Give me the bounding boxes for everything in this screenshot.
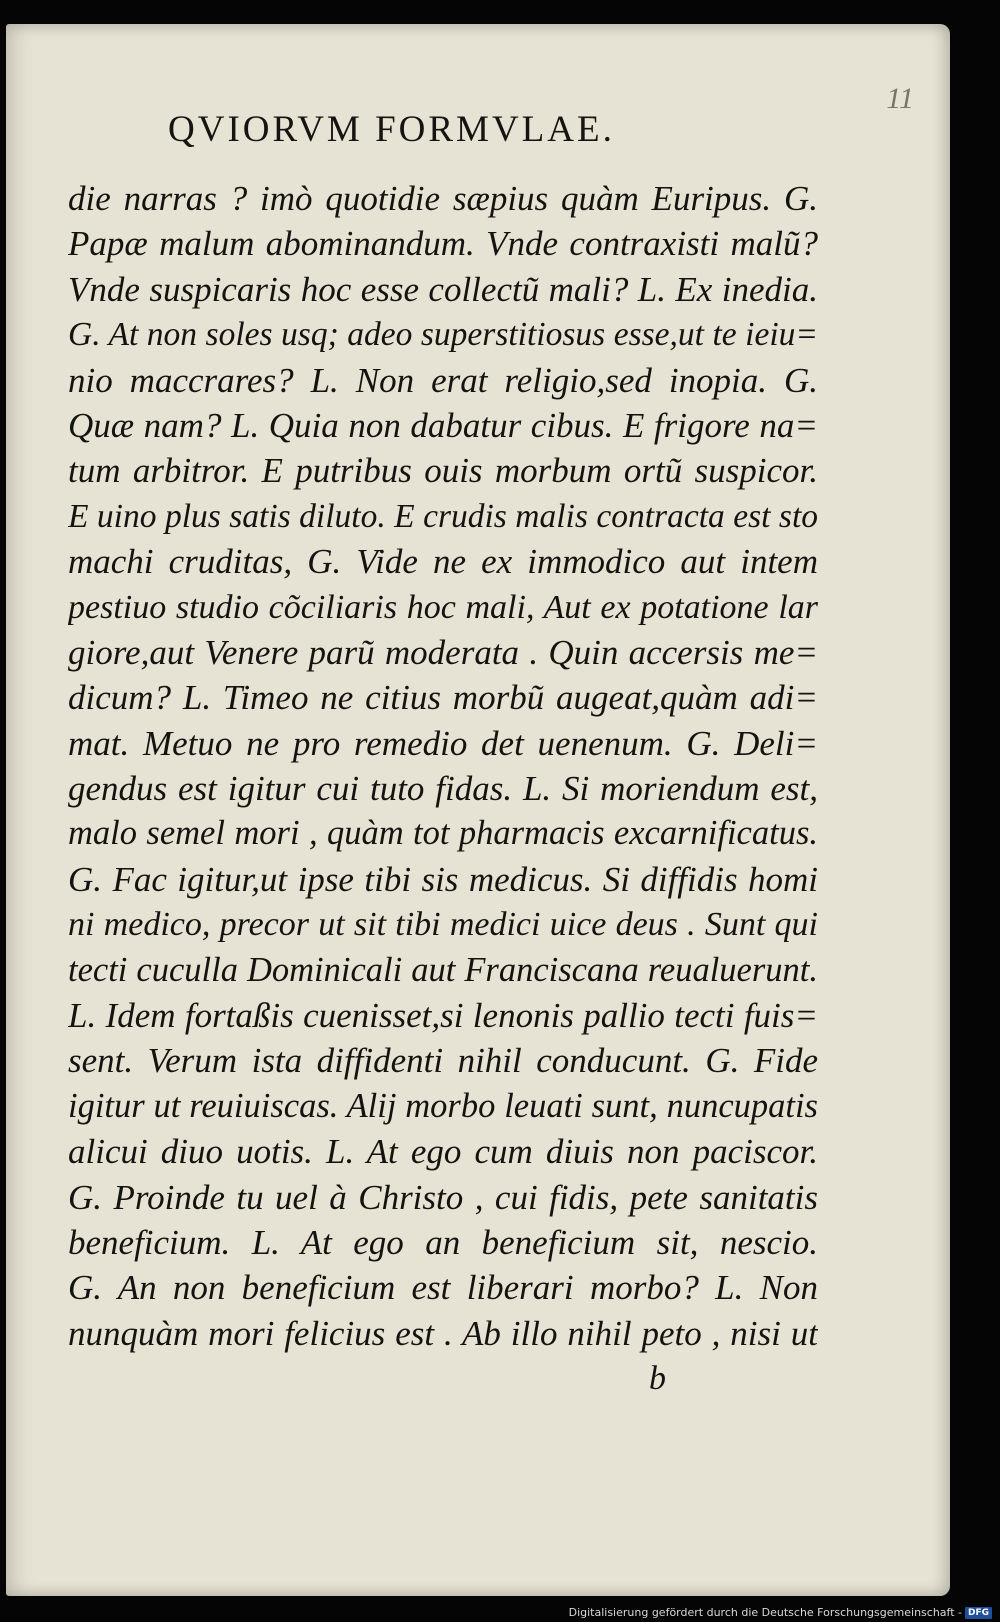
text-line: L. Idem fortaßis cuenisset,si lenonis pallio tecti fuis= (68, 996, 818, 1036)
text-line: Vnde suspicaris hoc esse collectũ mali? L. Ex inedia. (68, 269, 818, 309)
text-block (68, 176, 818, 1356)
text-line: tum arbitror. E putribus ouis morbum ortũ suspicor. (68, 451, 818, 491)
text-line: alicui diuo uotis. L. At ego cum diuis non paciscor. (68, 1132, 818, 1172)
running-head: QVIORVM FORMVLAE. (168, 109, 615, 150)
text-line: G. At non soles usq; adeo superstitiosus esse,ut te ieiu= (68, 316, 818, 354)
text-line: Papæ malum abominandum. Vnde contraxisti malũ? (68, 224, 818, 264)
text-line: E uino plus satis diluto. E crudis malis contracta est sto (68, 497, 818, 535)
text-line: nunquàm mori felicius est . Ab illo nihil peto , nisi ut (68, 1313, 818, 1353)
text-line: tecti cuculla Dominicali aut Franciscana reualuerunt. (68, 950, 818, 989)
digitization-credit (569, 1606, 992, 1619)
text-line: dicum? L. Timeo ne citius morbũ augeat,quàm adi= (68, 678, 818, 718)
text-line: ni medico, precor ut sit tibi medici uice deus . Sunt qui (68, 906, 818, 944)
text-line: pestiuo studio cõciliaris hoc mali, Aut ex potatione lar (68, 588, 818, 626)
text-line: die narras ? imò quotidie sæpius quàm Euripus. G. (68, 179, 818, 218)
text-line: Quæ nam? L. Quia non dabatur cibus. E frigore na= (68, 405, 818, 445)
text-line: beneficium. L. At ego an beneficium sit, nescio. (68, 1222, 818, 1262)
book-page (6, 24, 950, 1596)
text-line: igitur ut reuiuiscas. Alij morbo leuati sunt, nuncupatis (68, 1086, 818, 1125)
credit-text: Digitalisierung gefördert durch die Deutsche Forschungsgemeinschaft - (568, 1606, 962, 1619)
text-line: mat. Metuo ne pro remedio det uenenum. G. Deli= (68, 723, 818, 763)
folio-number: 11 (886, 82, 914, 115)
text-line: malo semel mori , quàm tot pharmacis excarnificatus. (68, 814, 818, 853)
text-line: nio maccrares? L. Non erat religio,sed inopia. G. (68, 360, 818, 400)
dfg-logo: DFG (965, 1607, 992, 1619)
text-line: machi cruditas, G. Vide ne ex immodico aut intem (68, 542, 818, 582)
text-line: G. Fac igitur,ut ipse tibi sis medicus. Si diffidis homi (68, 859, 818, 899)
signature-mark: b (649, 1360, 666, 1397)
text-line: G. An non beneficium est liberari morbo? L. Non (68, 1268, 818, 1308)
text-line: G. Proinde tu uel à Christo , cui fidis, pete sanitatis (68, 1177, 818, 1217)
text-line: gendus est igitur cui tuto fidas. L. Si moriendum est, (68, 769, 818, 809)
text-line: sent. Verum ista diffidenti nihil conducunt. G. Fide (68, 1041, 818, 1081)
text-line: giore,aut Venere parũ moderata . Quin accersis me= (68, 632, 818, 672)
